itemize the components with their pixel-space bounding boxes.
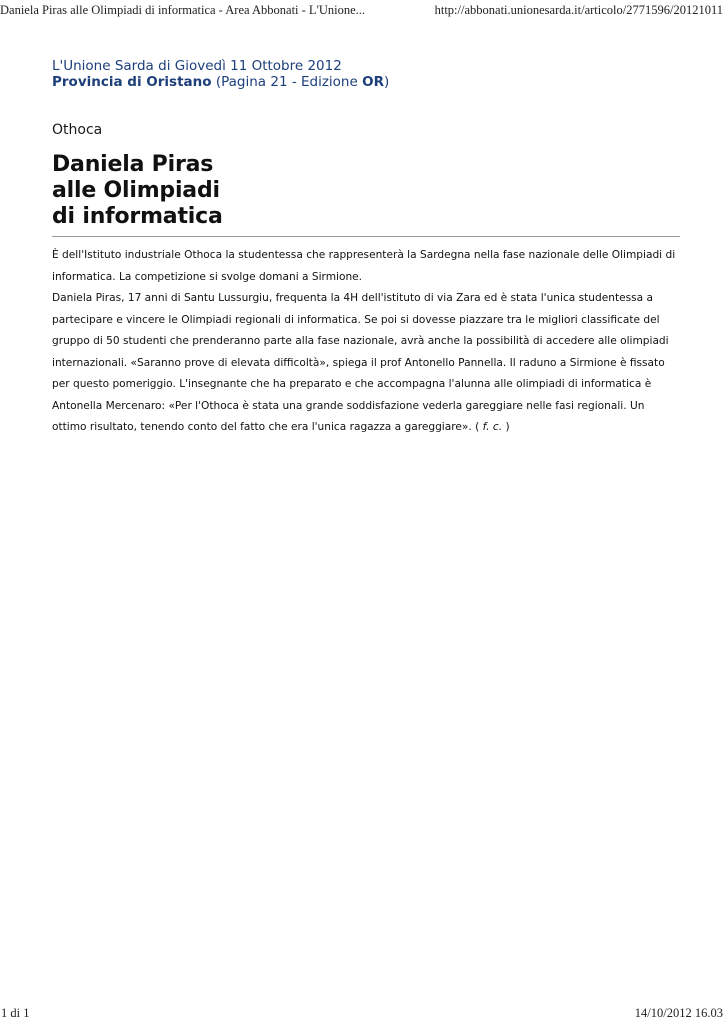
masthead-edition-line: [52, 74, 680, 90]
article-headline: [52, 152, 680, 230]
headline-line-3: di informatica: [52, 204, 223, 229]
body-paragraph-2: [52, 288, 680, 439]
author-initials: f. c.: [482, 421, 503, 433]
headline-divider: [52, 236, 680, 237]
body-closing: ): [502, 421, 510, 433]
print-footer-page: 1 di 1: [1, 1006, 30, 1020]
article: [52, 58, 680, 439]
masthead-page-suffix: ): [383, 74, 390, 90]
print-header-url: http://abbonati.unionesarda.it/articolo/2771596/20121011: [434, 3, 723, 17]
masthead-edition: OR: [362, 74, 384, 90]
print-footer-datetime: 14/10/2012 16.03: [634, 1006, 723, 1020]
section-label: Othoca: [52, 122, 103, 138]
masthead-province: Provincia di Oristano: [52, 74, 212, 90]
print-header: [0, 3, 724, 19]
print-header-title: Daniela Piras alle Olimpiadi di informatica - Area Abbonati - L'Unione...: [0, 3, 365, 17]
article-body: [52, 245, 680, 439]
body-paragraph-1: È dell'Istituto industriale Othoca la studentessa che rappresenterà la Sardegna nella fase nazionale delle Olimpiadi di informatica. La competizione si svolge domani a Sirmione.: [52, 249, 676, 283]
masthead-page-prefix: (Pagina 21 - Edizione: [211, 74, 363, 90]
headline-line-1: Daniela Piras: [52, 152, 214, 177]
masthead-newspaper-date: L'Unione Sarda di Giovedì 11 Ottobre 2012: [52, 58, 342, 74]
body-paragraph-2-text: Daniela Piras, 17 anni di Santu Lussurgiu, frequenta la 4H dell'istituto di via Zara ed è stata l'unica studentessa a partecipare e vincere le Olimpiadi regionali di informatica. Se poi si dovesse piazzare tra le migliori classificate del gruppo di 50 studenti che prenderanno parte alla fase nazionale, avrà anche la possibilità di accedere alle olimpiadi internazionali. «Saranno prove di elevata difficoltà», spiega il prof Antonello Pannella. Il raduno a Sirmione è fissato per questo pomeriggio. L'insegnante che ha preparato e che accompagna l'alunna alle olimpiadi di informatica è Antonella Mercenaro: «Per l'Othoca è stata una grande soddisfazione vederla gareggiare nelle fasi regionali. Un ottimo risultato, tenendo conto del fatto che era l'unica ragazza a gareggiare». (: [52, 292, 669, 433]
print-footer: [0, 1006, 724, 1022]
headline-line-2: alle Olimpiadi: [52, 178, 220, 203]
